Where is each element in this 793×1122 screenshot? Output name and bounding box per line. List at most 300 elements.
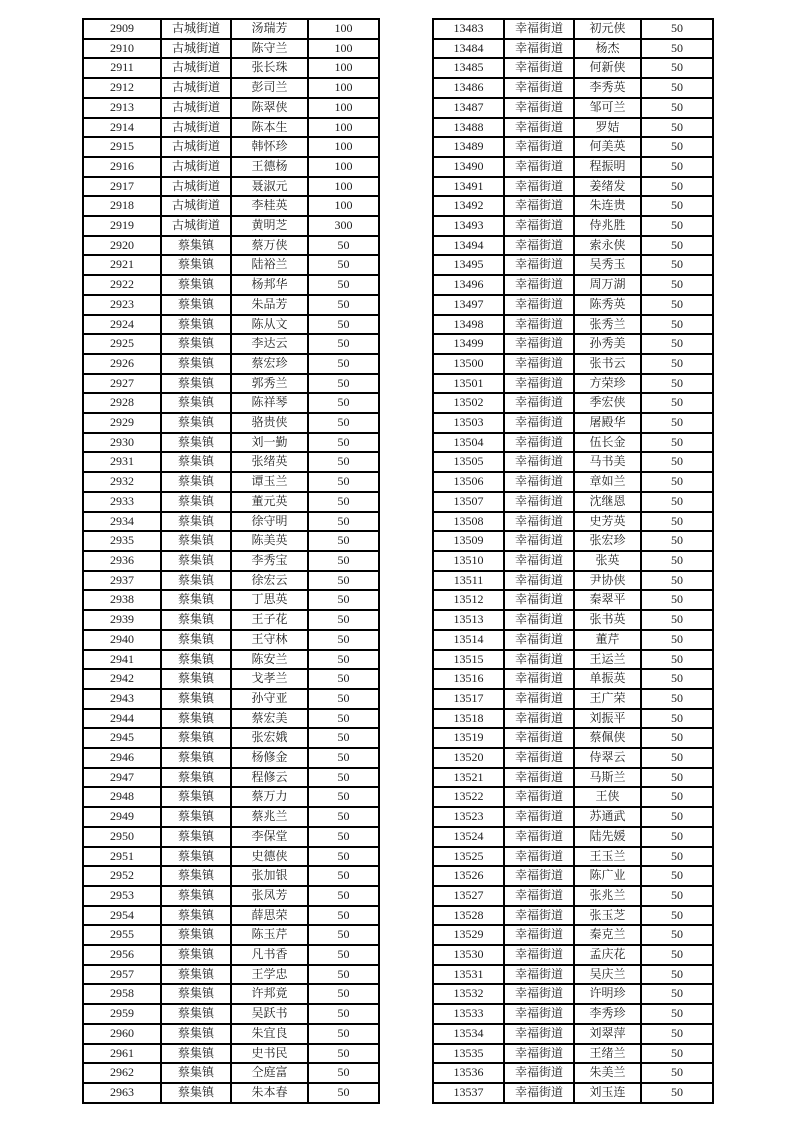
serial-number-cell: 2946 [83,748,161,768]
person-name-cell: 杨修金 [231,748,308,768]
district-cell: 蔡集镇 [161,236,231,256]
serial-number-cell: 13502 [433,393,504,413]
amount-cell: 50 [641,906,713,926]
amount-cell: 50 [308,669,379,689]
amount-cell: 50 [308,827,379,847]
serial-number-cell: 13485 [433,58,504,78]
person-name-cell: 秦克兰 [574,925,641,945]
district-cell: 蔡集镇 [161,748,231,768]
table-row [83,866,379,886]
district-cell: 幸福街道 [504,334,574,354]
table-row [83,19,379,39]
person-name-cell: 邹可兰 [574,98,641,118]
person-name-cell: 张英 [574,551,641,571]
person-name-cell: 杨杰 [574,39,641,59]
amount-cell: 50 [641,1083,713,1103]
person-name-cell: 张宏珍 [574,531,641,551]
serial-number-cell: 13511 [433,571,504,591]
person-name-cell: 朱连贵 [574,196,641,216]
serial-number-cell: 2942 [83,669,161,689]
person-name-cell: 史芳英 [574,512,641,532]
serial-number-cell: 2940 [83,630,161,650]
amount-cell: 50 [308,689,379,709]
table-row [83,827,379,847]
person-name-cell: 许明珍 [574,984,641,1004]
serial-number-cell: 13537 [433,1083,504,1103]
amount-cell: 50 [641,157,713,177]
person-name-cell: 陈翠侠 [231,98,308,118]
person-name-cell: 吴庆兰 [574,965,641,985]
amount-cell: 50 [641,984,713,1004]
serial-number-cell: 2955 [83,925,161,945]
serial-number-cell: 13483 [433,19,504,39]
amount-cell: 100 [308,196,379,216]
amount-cell: 50 [641,945,713,965]
amount-cell: 100 [308,137,379,157]
table-row [83,374,379,394]
person-name-cell: 苏通武 [574,807,641,827]
table-row [83,768,379,788]
table-row [83,157,379,177]
district-cell: 幸福街道 [504,866,574,886]
serial-number-cell: 13530 [433,945,504,965]
person-name-cell: 何美英 [574,137,641,157]
person-name-cell: 薛思荣 [231,906,308,926]
district-cell: 幸福街道 [504,610,574,630]
district-cell: 古城街道 [161,58,231,78]
table-row [433,78,713,98]
table-row [433,354,713,374]
amount-cell: 50 [641,1044,713,1064]
table-row [433,413,713,433]
person-name-cell: 吴秀玉 [574,255,641,275]
person-name-cell: 蔡万侠 [231,236,308,256]
person-name-cell: 刘一勤 [231,433,308,453]
district-cell: 幸福街道 [504,177,574,197]
serial-number-cell: 2920 [83,236,161,256]
amount-cell: 100 [308,39,379,59]
district-cell: 蔡集镇 [161,728,231,748]
table-row [433,748,713,768]
person-name-cell: 张玉芝 [574,906,641,926]
table-row [433,295,713,315]
amount-cell: 100 [308,78,379,98]
district-cell: 幸福街道 [504,275,574,295]
serial-number-cell: 13484 [433,39,504,59]
serial-number-cell: 2911 [83,58,161,78]
person-name-cell: 陈广业 [574,866,641,886]
table-row [433,906,713,926]
district-cell: 幸福街道 [504,590,574,610]
table-row [83,452,379,472]
district-cell: 蔡集镇 [161,984,231,1004]
roster-table-left-body [83,19,379,1103]
serial-number-cell: 13532 [433,984,504,1004]
serial-number-cell: 13517 [433,689,504,709]
table-row [83,216,379,236]
amount-cell: 50 [641,650,713,670]
person-name-cell: 王守林 [231,630,308,650]
person-name-cell: 谭玉兰 [231,472,308,492]
table-row [433,728,713,748]
table-row [433,1024,713,1044]
district-cell: 蔡集镇 [161,374,231,394]
district-cell: 蔡集镇 [161,1004,231,1024]
amount-cell: 50 [641,590,713,610]
serial-number-cell: 2919 [83,216,161,236]
table-row [83,58,379,78]
table-row [433,492,713,512]
amount-cell: 50 [308,945,379,965]
table-row [83,847,379,867]
district-cell: 蔡集镇 [161,512,231,532]
amount-cell: 50 [641,925,713,945]
district-cell: 古城街道 [161,157,231,177]
amount-cell: 50 [641,1004,713,1024]
person-name-cell: 马书美 [574,452,641,472]
table-row [433,137,713,157]
table-row [83,551,379,571]
serial-number-cell: 2910 [83,39,161,59]
table-row [433,1044,713,1064]
district-cell: 幸福街道 [504,787,574,807]
serial-number-cell: 2939 [83,610,161,630]
table-row [83,689,379,709]
table-row [433,1004,713,1024]
person-name-cell: 郭秀兰 [231,374,308,394]
table-row [433,512,713,532]
serial-number-cell: 2947 [83,768,161,788]
serial-number-cell: 2961 [83,1044,161,1064]
amount-cell: 50 [641,275,713,295]
district-cell: 蔡集镇 [161,1024,231,1044]
amount-cell: 50 [641,610,713,630]
table-row [83,393,379,413]
district-cell: 幸福街道 [504,58,574,78]
district-cell: 蔡集镇 [161,590,231,610]
serial-number-cell: 13493 [433,216,504,236]
table-row [83,1004,379,1024]
table-row [83,472,379,492]
serial-number-cell: 13496 [433,275,504,295]
serial-number-cell: 2925 [83,334,161,354]
serial-number-cell: 13508 [433,512,504,532]
person-name-cell: 王广荣 [574,689,641,709]
table-row [83,137,379,157]
serial-number-cell: 13491 [433,177,504,197]
person-name-cell: 王运兰 [574,650,641,670]
district-cell: 幸福街道 [504,1063,574,1083]
district-cell: 蔡集镇 [161,492,231,512]
district-cell: 幸福街道 [504,531,574,551]
roster-table-left [82,18,380,1104]
district-cell: 蔡集镇 [161,275,231,295]
person-name-cell: 王玉兰 [574,847,641,867]
person-name-cell: 程振明 [574,157,641,177]
table-row [433,157,713,177]
amount-cell: 100 [308,19,379,39]
amount-cell: 50 [641,492,713,512]
amount-cell: 50 [641,709,713,729]
table-row [83,984,379,1004]
district-cell: 蔡集镇 [161,393,231,413]
amount-cell: 50 [641,433,713,453]
amount-cell: 50 [308,571,379,591]
serial-number-cell: 13521 [433,768,504,788]
district-cell: 幸福街道 [504,1083,574,1103]
table-row [433,768,713,788]
person-name-cell: 李秀珍 [574,1004,641,1024]
serial-number-cell: 2956 [83,945,161,965]
serial-number-cell: 13504 [433,433,504,453]
table-row [83,748,379,768]
amount-cell: 50 [308,374,379,394]
serial-number-cell: 2948 [83,787,161,807]
amount-cell: 50 [308,1063,379,1083]
amount-cell: 300 [308,216,379,236]
amount-cell: 100 [308,58,379,78]
person-name-cell: 刘振平 [574,709,641,729]
person-name-cell: 张兆兰 [574,886,641,906]
table-row [433,236,713,256]
amount-cell: 50 [308,1024,379,1044]
serial-number-cell: 13516 [433,669,504,689]
serial-number-cell: 2960 [83,1024,161,1044]
amount-cell: 50 [308,315,379,335]
table-row [433,827,713,847]
person-name-cell: 许邦竟 [231,984,308,1004]
serial-number-cell: 13520 [433,748,504,768]
serial-number-cell: 13519 [433,728,504,748]
person-name-cell: 张长珠 [231,58,308,78]
serial-number-cell: 2922 [83,275,161,295]
serial-number-cell: 13531 [433,965,504,985]
amount-cell: 50 [641,315,713,335]
serial-number-cell: 2918 [83,196,161,216]
amount-cell: 100 [308,157,379,177]
district-cell: 蔡集镇 [161,551,231,571]
serial-number-cell: 13533 [433,1004,504,1024]
serial-number-cell: 13523 [433,807,504,827]
table-row [433,866,713,886]
district-cell: 蔡集镇 [161,689,231,709]
amount-cell: 50 [308,965,379,985]
amount-cell: 50 [308,472,379,492]
district-cell: 蔡集镇 [161,886,231,906]
district-cell: 蔡集镇 [161,925,231,945]
person-name-cell: 侍兆胜 [574,216,641,236]
person-name-cell: 秦翠平 [574,590,641,610]
district-cell: 蔡集镇 [161,472,231,492]
district-cell: 蔡集镇 [161,787,231,807]
amount-cell: 50 [641,787,713,807]
person-name-cell: 蔡万力 [231,787,308,807]
serial-number-cell: 13500 [433,354,504,374]
amount-cell: 50 [641,689,713,709]
serial-number-cell: 13515 [433,650,504,670]
amount-cell: 50 [641,39,713,59]
serial-number-cell: 2924 [83,315,161,335]
district-cell: 幸福街道 [504,807,574,827]
district-cell: 蔡集镇 [161,354,231,374]
amount-cell: 50 [641,512,713,532]
person-name-cell: 孙守亚 [231,689,308,709]
serial-number-cell: 13524 [433,827,504,847]
serial-number-cell: 2950 [83,827,161,847]
district-cell: 幸福街道 [504,925,574,945]
serial-number-cell: 2909 [83,19,161,39]
serial-number-cell: 2938 [83,590,161,610]
person-name-cell: 董元英 [231,492,308,512]
serial-number-cell: 2943 [83,689,161,709]
serial-number-cell: 2927 [83,374,161,394]
serial-number-cell: 2936 [83,551,161,571]
serial-number-cell: 2917 [83,177,161,197]
amount-cell: 50 [641,728,713,748]
person-name-cell: 张绪英 [231,452,308,472]
person-name-cell: 张宏娥 [231,728,308,748]
serial-number-cell: 13506 [433,472,504,492]
serial-number-cell: 2913 [83,98,161,118]
person-name-cell: 朱品芳 [231,295,308,315]
serial-number-cell: 2921 [83,255,161,275]
table-row [433,472,713,492]
table-row [433,807,713,827]
serial-number-cell: 13488 [433,118,504,138]
serial-number-cell: 2953 [83,886,161,906]
serial-number-cell: 2937 [83,571,161,591]
amount-cell: 50 [641,137,713,157]
person-name-cell: 朱宜良 [231,1024,308,1044]
table-row [83,531,379,551]
table-row [83,275,379,295]
person-name-cell: 陈从文 [231,315,308,335]
district-cell: 蔡集镇 [161,433,231,453]
amount-cell: 50 [308,413,379,433]
person-name-cell: 王子花 [231,610,308,630]
amount-cell: 50 [641,236,713,256]
serial-number-cell: 13498 [433,315,504,335]
person-name-cell: 陆裕兰 [231,255,308,275]
table-row [433,590,713,610]
table-row [83,433,379,453]
amount-cell: 50 [641,118,713,138]
district-cell: 幸福街道 [504,39,574,59]
district-cell: 古城街道 [161,137,231,157]
amount-cell: 50 [641,866,713,886]
district-cell: 幸福街道 [504,315,574,335]
district-cell: 幸福街道 [504,630,574,650]
serial-number-cell: 2945 [83,728,161,748]
person-name-cell: 董芹 [574,630,641,650]
table-row [83,669,379,689]
district-cell: 幸福街道 [504,669,574,689]
district-cell: 幸福街道 [504,19,574,39]
table-row [433,1063,713,1083]
person-name-cell: 罗姞 [574,118,641,138]
table-row [433,965,713,985]
person-name-cell: 侍翠云 [574,748,641,768]
amount-cell: 50 [308,236,379,256]
person-name-cell: 李保堂 [231,827,308,847]
person-name-cell: 周万湖 [574,275,641,295]
district-cell: 蔡集镇 [161,807,231,827]
person-name-cell: 蔡宏美 [231,709,308,729]
district-cell: 蔡集镇 [161,1083,231,1103]
serial-number-cell: 13535 [433,1044,504,1064]
person-name-cell: 孙秀美 [574,334,641,354]
district-cell: 幸福街道 [504,413,574,433]
table-row [83,610,379,630]
person-name-cell: 王学忠 [231,965,308,985]
amount-cell: 50 [641,177,713,197]
serial-number-cell: 13487 [433,98,504,118]
person-name-cell: 凡书香 [231,945,308,965]
amount-cell: 100 [308,118,379,138]
district-cell: 古城街道 [161,78,231,98]
table-row [433,571,713,591]
table-row [433,709,713,729]
amount-cell: 50 [641,98,713,118]
amount-cell: 50 [641,334,713,354]
person-name-cell: 马斯兰 [574,768,641,788]
district-cell: 蔡集镇 [161,255,231,275]
amount-cell: 50 [308,255,379,275]
amount-cell: 50 [308,492,379,512]
table-row [83,512,379,532]
table-row [83,78,379,98]
amount-cell: 50 [641,374,713,394]
person-name-cell: 王绪兰 [574,1044,641,1064]
amount-cell: 50 [308,1044,379,1064]
table-row [83,709,379,729]
district-cell: 幸福街道 [504,1024,574,1044]
table-row [433,275,713,295]
amount-cell: 50 [641,393,713,413]
table-row [83,1083,379,1103]
district-cell: 蔡集镇 [161,334,231,354]
amount-cell: 50 [308,807,379,827]
person-name-cell: 陈守兰 [231,39,308,59]
person-name-cell: 陈玉芹 [231,925,308,945]
person-name-cell: 索永侠 [574,236,641,256]
district-cell: 幸福街道 [504,78,574,98]
table-row [83,334,379,354]
table-row [433,433,713,453]
district-cell: 幸福街道 [504,492,574,512]
serial-number-cell: 13499 [433,334,504,354]
district-cell: 幸福街道 [504,118,574,138]
serial-number-cell: 2932 [83,472,161,492]
amount-cell: 50 [641,255,713,275]
table-row [83,728,379,748]
amount-cell: 50 [641,295,713,315]
amount-cell: 50 [641,807,713,827]
table-row [433,945,713,965]
district-cell: 蔡集镇 [161,1063,231,1083]
table-row [83,807,379,827]
serial-number-cell: 13494 [433,236,504,256]
person-name-cell: 戈孝兰 [231,669,308,689]
district-cell: 幸福街道 [504,571,574,591]
amount-cell: 50 [641,768,713,788]
serial-number-cell: 13489 [433,137,504,157]
table-row [433,216,713,236]
serial-number-cell: 13512 [433,590,504,610]
person-name-cell: 刘翠萍 [574,1024,641,1044]
serial-number-cell: 2934 [83,512,161,532]
table-row [83,925,379,945]
